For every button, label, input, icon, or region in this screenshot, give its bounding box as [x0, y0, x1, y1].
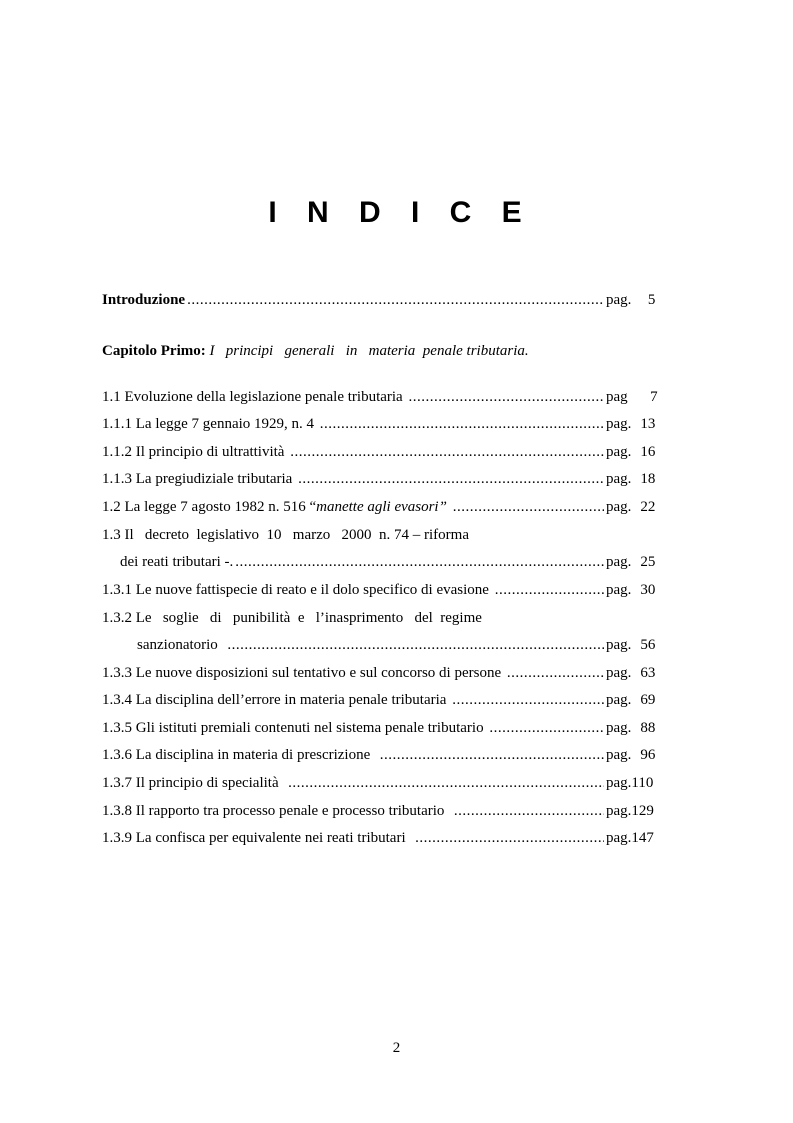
leader-dots	[454, 801, 604, 821]
page-ref: 69	[640, 692, 656, 708]
leader-dots	[489, 718, 604, 738]
toc-entry-label: 1.3.4 La disciplina dell’errore in materia penale tributaria	[102, 692, 451, 708]
toc-entry[interactable]	[102, 773, 656, 793]
leader-dots	[227, 635, 604, 655]
toc-entry[interactable]	[120, 552, 656, 572]
toc-entry-line1: 1.3 Il decreto legislativo 10 marzo 2000 n. 74 – riforma	[102, 527, 469, 543]
toc-entry-label: 1.3.3 Le nuove disposizioni sul tentativo e sul concorso di persone	[102, 665, 505, 681]
page-ref: 147	[631, 830, 654, 846]
page-ref: 30	[640, 582, 656, 598]
pag-label: pag.	[606, 665, 632, 681]
leader-dots	[320, 414, 604, 434]
toc-entry-label: 1.3.7 Il principio di specialità	[102, 775, 287, 791]
toc-entry[interactable]	[137, 635, 656, 655]
pag-label: pag.	[606, 830, 632, 846]
chapter-subtitle: I principi generali in materia penale tributaria.	[209, 343, 529, 359]
pag-label: pag.	[606, 803, 632, 819]
toc-entry[interactable]	[102, 442, 656, 462]
toc-entry-label: dei reati tributari -.	[120, 554, 234, 570]
pag-label: pag.	[606, 444, 632, 460]
toc-entry[interactable]	[102, 745, 656, 765]
chapter-heading	[102, 341, 656, 361]
page-ref: 110	[631, 775, 654, 791]
page-number: 2	[392, 1040, 401, 1056]
pag-label: pag.	[606, 416, 632, 432]
page-ref: 96	[640, 747, 656, 763]
pag-label: pag.	[606, 582, 632, 598]
leader-dots	[507, 663, 604, 683]
toc-entry-label: 1.3.6 La disciplina in materia di prescrizione	[102, 747, 378, 763]
toc-entry[interactable]	[102, 414, 656, 434]
pag-label: pag.	[606, 747, 632, 763]
leader-dots	[187, 290, 604, 310]
leader-dots	[290, 442, 604, 462]
pag-label: pag.	[606, 292, 632, 308]
page-ref: 25	[640, 554, 656, 570]
page-ref: 13	[640, 416, 656, 432]
leader-dots	[495, 580, 604, 600]
toc-entry[interactable]	[102, 718, 656, 738]
page-ref: 88	[640, 720, 656, 736]
toc-entry-label: 1.1 Evoluzione della legislazione penale tributaria	[102, 389, 407, 405]
leader-dots	[380, 745, 604, 765]
pag-label: pag.	[606, 554, 632, 570]
page-ref: 56	[640, 637, 656, 653]
leader-dots	[453, 497, 604, 517]
pag-label: pag.	[606, 775, 632, 791]
toc-entry[interactable]	[102, 469, 656, 489]
page-ref: 7	[650, 389, 658, 405]
toc-entry-line1: 1.3.2 Le soglie di punibilità e l’inasprimento del regime	[102, 610, 482, 626]
toc-entry-label: 1.3.1 Le nuove fattispecie di reato e il dolo specifico di evasione	[102, 582, 493, 598]
page-ref: 63	[640, 665, 656, 681]
leader-dots	[408, 387, 604, 407]
toc-entry-label-part: 1.2 La legge 7 agosto 1982 n. 516 “	[102, 499, 317, 515]
toc-entry[interactable]	[102, 497, 656, 517]
toc-entry-label-part	[447, 499, 451, 515]
page-ref: 22	[640, 499, 656, 515]
toc-entry-label: sanzionatorio	[137, 637, 226, 653]
page-ref: 129	[631, 803, 654, 819]
toc-entry-label: 1.3.5 Gli istituti premiali contenuti nel sistema penale tributario	[102, 720, 488, 736]
pag-label: pag.	[606, 692, 632, 708]
page-title: I N D I C E	[268, 196, 533, 229]
toc-entry-introduzione[interactable]	[102, 290, 656, 310]
pag-label: pag.	[606, 499, 632, 515]
pag-label: pag.	[606, 720, 632, 736]
toc-entry-label: 1.1.1 La legge 7 gennaio 1929, n. 4	[102, 416, 318, 432]
pag-label: pag	[606, 389, 628, 405]
chapter-label: Capitolo Primo:	[102, 343, 206, 359]
page-ref: 18	[640, 471, 656, 487]
pag-label: pag.	[606, 637, 632, 653]
page-ref: 5	[647, 292, 656, 308]
toc-entry-label: 1.1.3 La pregiudiziale tributaria	[102, 471, 297, 487]
leader-dots	[415, 828, 604, 848]
leader-dots	[288, 773, 604, 793]
toc-entry[interactable]	[102, 690, 656, 710]
leader-dots	[298, 469, 604, 489]
toc-entry-label: 1.1.2 Il principio di ultrattività	[102, 444, 289, 460]
toc-entry-label-italic: manette agli evasori”	[316, 499, 447, 515]
toc-entry[interactable]	[102, 580, 656, 600]
toc-entry[interactable]	[102, 828, 656, 848]
toc-entry-label: Introduzione	[102, 292, 186, 308]
toc-entry[interactable]	[102, 663, 656, 683]
toc-entry[interactable]	[102, 387, 656, 407]
toc-entry[interactable]	[102, 801, 656, 821]
pag-label: pag.	[606, 471, 632, 487]
toc-entry-label: 1.3.8 Il rapporto tra processo penale e processo tributario	[102, 803, 452, 819]
leader-dots	[235, 552, 604, 572]
leader-dots	[452, 690, 604, 710]
toc-entry-label	[102, 497, 451, 517]
toc-entry-label: 1.3.9 La confisca per equivalente nei reati tributari	[102, 830, 414, 846]
page-ref: 16	[640, 444, 656, 460]
